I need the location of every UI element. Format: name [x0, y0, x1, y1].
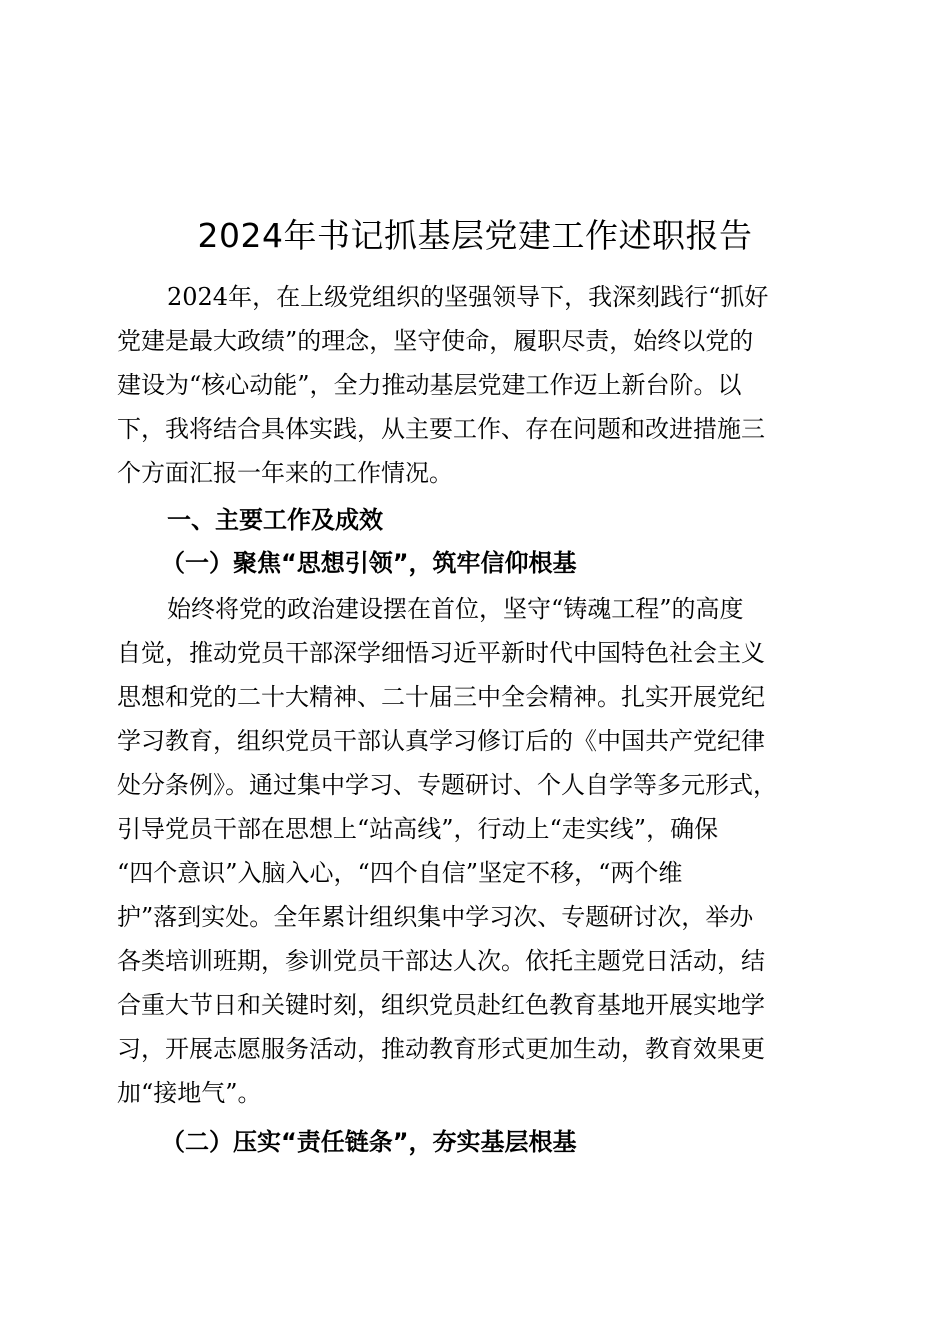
sub1-line-9: 各类培训班期，参训党员干部达人次。依托主题党日活动，结 — [117, 947, 765, 975]
intro-line-4: 下，我将结合具体实践，从主要工作、存在问题和改进措施三 — [117, 415, 765, 443]
sub1-line-10: 合重大节日和关键时刻，组织党员赴红色教育基地开展实地学 — [117, 991, 765, 1019]
intro-line-5: 个方面汇报一年来的工作情况。 — [117, 459, 453, 487]
sub1-line-1: 始终将党的政治建设摆在首位，坚守“铸魂工程”的高度 — [167, 595, 744, 623]
document-title: 2024年书记抓基层党建工作述职报告 — [197, 216, 753, 255]
intro-line-3: 建设为“核心动能”，全力推动基层党建工作迈上新台阶。以 — [117, 371, 742, 399]
subsection-2-heading: （二）压实“责任链条”，夯实基层根基 — [161, 1128, 577, 1156]
intro-line-2: 党建是最大政绩”的理念，坚守使命，履职尽责，始终以党的 — [117, 327, 754, 355]
intro-line-1: 2024年，在上级党组织的坚强领导下，我深刻践行“抓好 — [167, 283, 769, 311]
sub1-line-3: 思想和党的二十大精神、二十届三中全会精神。扎实开展党纪 — [117, 683, 765, 711]
subsection-1-heading: （一）聚焦“思想引领”，筑牢信仰根基 — [161, 549, 577, 577]
sub1-line-2: 自觉，推动党员干部深学细悟习近平新时代中国特色社会主义 — [117, 639, 765, 667]
sub1-line-12: 加“接地气”。 — [117, 1079, 262, 1107]
section-1-heading: 一、主要工作及成效 — [167, 506, 383, 534]
sub1-line-7: “四个意识”入脑入心，“四个自信”坚定不移，“两个维 — [117, 859, 683, 887]
sub1-line-6: 引导党员干部在思想上“站高线”，行动上“走实线”，确保 — [117, 815, 719, 843]
sub1-line-8: 护”落到实处。全年累计组织集中学习次、专题研讨次，举办 — [117, 903, 754, 931]
sub1-line-4: 学习教育，组织党员干部认真学习修订后的《中国共产党纪律 — [117, 727, 765, 755]
sub1-line-5: 处分条例》。通过集中学习、专题研讨、个人自学等多元形式， — [117, 771, 777, 799]
sub1-line-11: 习，开展志愿服务活动，推动教育形式更加生动，教育效果更 — [117, 1035, 765, 1063]
